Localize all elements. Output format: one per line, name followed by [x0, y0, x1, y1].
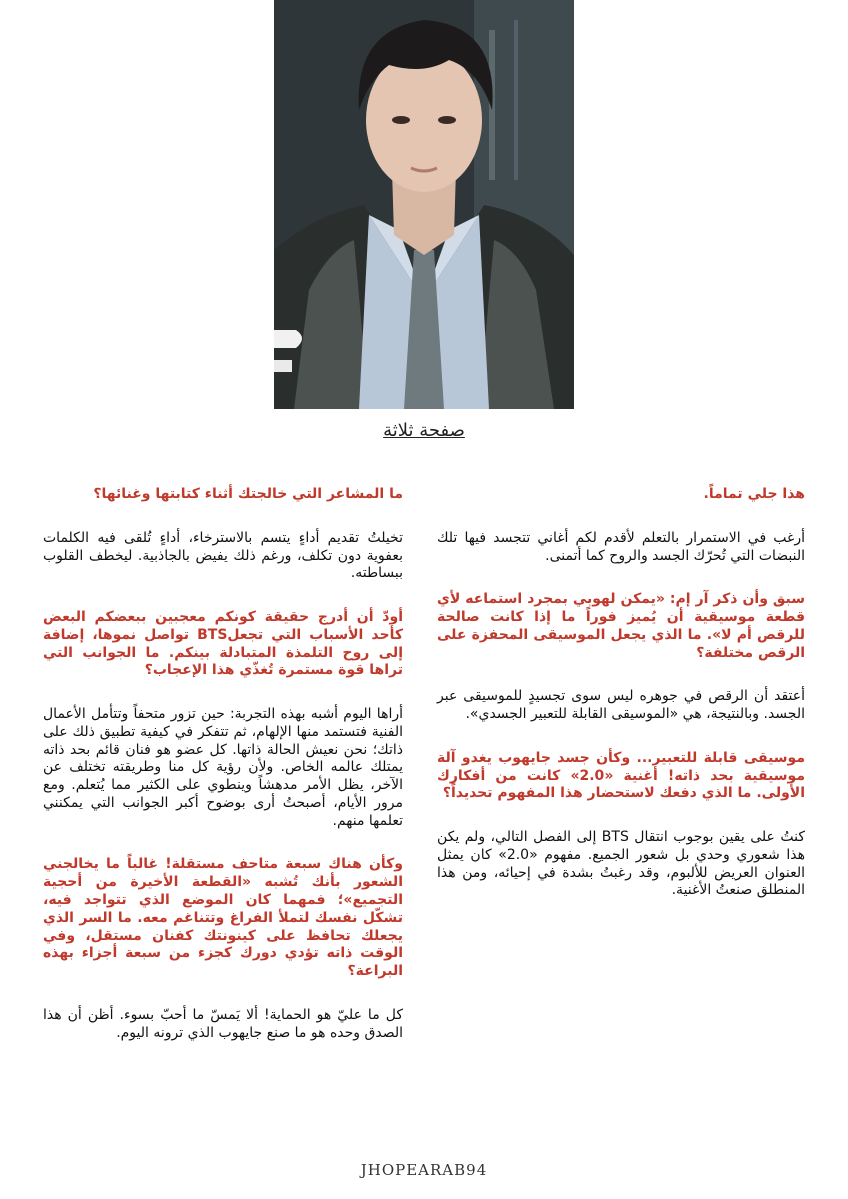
question-text: وكأن هناك سبعة متاحف مستقلة! غالباً ما يخالجني الشعور بأنك تُشبه «القطعة الأخيرة من أحجية التجميع»؛ فمهما كان الموضع الذي تتواجد فيه، تشكّل نفسك لتملأ الفراغ وتتناغم معه. ما السر الذي يجعلك تحافظ على كينونتك كفنان مستقل، وفي الوقت ذاته تؤدي دورك كجزء من سبعة أجزاء بهذه البراعة؟ [43, 856, 403, 980]
answer-text: كل ما عليّ هو الحماية! ألا يَمسّ ما أحبّ بسوء. أظن أن هذا الصدق وحده هو ما صنع جايهوب الذي ترونه اليوم. [43, 1006, 403, 1041]
left-column [43, 486, 403, 1068]
answer-text: تخيلتُ تقديم أداءٍ يتسم بالاسترخاء، أداءٍ تُلقى فيه الكلمات بعفوية دون تكلف، ورغم ذلك يفيض بالجاذبية. ليخطف القلوب ببساطته. [43, 529, 403, 582]
page-title: صفحة ثلاثة [383, 420, 465, 441]
answer-text: أراها اليوم أشبه بهذه التجربة: حين تزور متحفاً وتتأمل الأعمال الفنية فتستمد منها الإلهام، ثم تتفكر في كيفية تطبيق ذلك على ذاتك؛ نحن نعيش الحالة ذاتها. كل عضو هو فنان قائم بحد ذاته يمتلك عالمه الخاص. ولأن رؤية كل منا وطريقته تختلف عن الآخر، يظل الأمر مدهشاً وينطوي على الكثير مما يُتعلم. ومع مرور الأيام، أصبحتُ أرى بوضوح أكبر الجوانب التي يمكنني تعلمها منهم. [43, 706, 403, 829]
footer-signature: JHOPEARAB94 [360, 1161, 488, 1179]
question-text: موسيقى قابلة للتعبير... وكأن جسد جايهوب يغدو آلة موسيقية بحد ذاته! أغنية «2.0» كانت من أفكارك الأولى. ما الذي دفعك لاستحضار هذا المفهوم تحديداً؟ [437, 749, 805, 802]
question-text: هذا جلي تماماً. [703, 486, 805, 502]
question-text: أودّ أن أدرج حقيقة كونكم معجبين ببعضكم البعض كأحد الأسباب التي تجعلBTS تواصل نموها، إضافة إلى روح التلمذة المتبادلة بينكم. ما الجوانب التي تراها قوة مستمرة تُغذّي هذا الإعجاب؟ [43, 609, 403, 679]
answer-text: أرغب في الاستمرار بالتعلم لأقدم لكم أغاني تتجسد فيها تلك النبضات التي تُحرّك الجسد والروح كما أتمنى. [437, 529, 805, 564]
portrait-photo [274, 0, 574, 409]
right-column [437, 486, 805, 926]
question-text: سبق وأن ذكر آر إم: «يمكن لهوبي بمجرد استماعه لأي قطعة موسيقية أن يُميز فوراً ما إذا كانت صالحة للرقص أم لا». ما الذي يجعل الموسيقى المحفزة على الرقص مختلفة؟ [437, 591, 805, 661]
question-text: ما المشاعر التي خالجتك أثناء كتابتها وغنائها؟ [93, 486, 403, 502]
answer-text: كنتُ على يقين بوجوب انتقال BTS إلى الفصل التالي، ولم يكن هذا شعوري وحدي بل شعور الجميع. مفهوم «2.0» كان يمثل العنوان العريض للألبوم، وقد رغبتُ بشدة في إحيائه، ومن هذا المنطلق صنعتُ الأغنية. [437, 829, 805, 899]
answer-text: أعتقد أن الرقص في جوهره ليس سوى تجسيدٍ للموسيقى عبر الجسد. وبالنتيجة، هي «الموسيقى القابلة للتعبير الجسدي». [437, 688, 805, 723]
